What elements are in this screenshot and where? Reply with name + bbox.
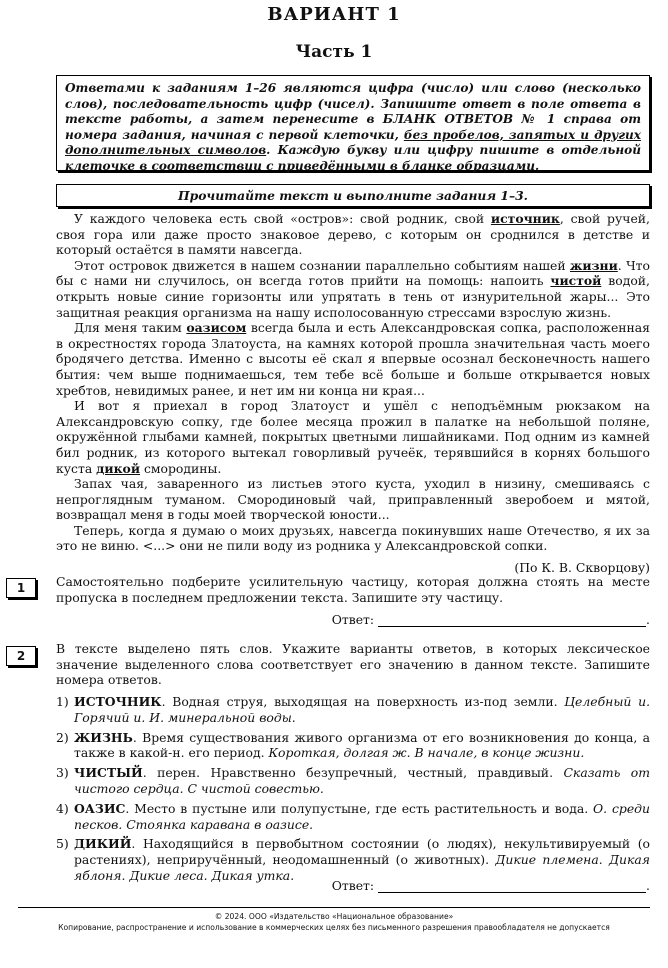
instructions-underlined: без пробелов, запятых и других дополнительных символов xyxy=(65,127,641,157)
footer xyxy=(0,911,668,933)
question-2-number: 2 xyxy=(6,646,36,666)
paragraph: Запах чая, заваренного из листьев этого куста, уходил в низину, смешиваясь с непроглядным туманом. Смородиновый чай, приправленный зверобоем и мятой, возвращал меня в годы моей творческой юности... xyxy=(56,476,650,523)
option-item: 5) ДИКИЙ. Находящийся в первобытном состоянии (о людях), некультивируемый (о растениях), неприручённый, неодомашненный (о животных). Дикие племена. Дикая яблоня. Дикие леса. Дикая утка. xyxy=(56,836,650,883)
read-task-box: Прочитайте текст и выполните задания 1–3. xyxy=(56,184,650,207)
reading-text xyxy=(56,211,650,576)
question-1-text: Самостоятельно подберите усилительную частицу, которая должна стоять на месте пропуска в последнем предложении текста. Запишите эту частицу. xyxy=(56,574,650,605)
option-item: 1) ИСТОЧНИК. Водная струя, выходящая на поверхность из-под земли. Целебный и. Горячий и. И. минеральной воды. xyxy=(56,694,651,725)
paragraph: Для меня таким оазисом всегда была и есть Александровская сопка, расположенная в окрестностях города Златоуста, на камнях которой прошла значительная часть моего бродячего детства. Именно с высоты её скал я впервые осознал бесконечность нашего бытия: чем выше поднимаешься, тем тебе всё больше и больше открывается новых хребтов, невидимых ранее, и нет им ни конца ни края... xyxy=(56,320,651,398)
option-item: 2) ЖИЗНЬ. Время существования живого организма от его возникновения до конца, а также в какой-н. его период. Короткая, долгая ж. В начале, в конце жизни. xyxy=(56,729,650,761)
footer-divider xyxy=(18,907,650,908)
paragraph: Теперь, когда я думаю о моих друзьях, навсегда покинувших наше Отечество, я их за это не виню. <...> они не пили воду из родника у Александровской сопки. xyxy=(56,522,650,554)
text-author: (По К. В. Скворцову) xyxy=(514,560,650,576)
part-title: Часть 1 xyxy=(295,42,373,62)
answer-field-2[interactable] xyxy=(378,880,646,893)
answer-field-1[interactable] xyxy=(378,614,646,627)
highlighted-word: источник xyxy=(490,211,560,226)
copyright: © 2024. ООО «Издательство «Национальное образование» xyxy=(214,912,454,921)
option-item: 4) ОАЗИС. Место в пустыне или полупустыне, где есть растительность и вода. О. среди песков. Стоянка каравана в оазисе. xyxy=(56,800,650,832)
instructions-box xyxy=(56,75,650,171)
instructions-text-1: Ответами к заданиям 1–26 являются цифра (число) или слово (несколько слов), последовательность цифр (чисел). Запишите ответ в поле ответа в тексте работы, а затем перенесите в БЛАНК ОТВЕТОВ № 1 справа от номера задания, начиная с первой клеточки, xyxy=(65,81,641,142)
question-2-text: В тексте выделено пять слов. Укажите варианты ответов, в которых лексическое значение выделенного слова соответствует его значению в данном тексте. Запишите номера ответов. xyxy=(56,641,650,688)
highlighted-word: дикой xyxy=(96,460,141,476)
paragraph: Этот островок движется в нашем сознании параллельно событиям нашей жизни. Что бы с нами ни случилось, он всегда готов прийти на помощь: напоить чистой водой, открыть новые синие горизонты или упрятать в тень от изнурительной жары... Это защитная реакция организма на нашу исполосованную стрессами взрослую жизнь. xyxy=(56,257,650,320)
variant-title: ВАРИАНТ 1 xyxy=(267,4,401,25)
option-item: 3) ЧИСТЫЙ. перен. Нравственно безупречный, честный, правдивый. Сказать от чистого сердца. С чистой совестью. xyxy=(56,765,650,796)
question-1-number: 1 xyxy=(6,578,36,598)
copy-notice: Копирование, распространение и использование в коммерческих целях без письменного разрешения правообладателя не допускается xyxy=(58,923,610,932)
paragraph: У каждого человека есть свой «остров»: свой родник, свой источник, свой ручей, своя гора или даже просто знаковое дерево, с которым он сроднился в детстве и который остаётся в памяти навсегда. xyxy=(56,211,650,258)
answer-options xyxy=(56,694,650,888)
paragraph: И вот я приехал в город Златоуст и ушёл с неподъёмным рюкзаком на Александровскую сопку, где более месяца прожил в палатке на небольшой поляне, окружённой глыбами камней, покрытых цветными лишайниками. Под одним из камней бил родник, из которого вытекал говорливый ручеёк, терявшийся в корнях большого куста дикой смородины. xyxy=(56,398,650,476)
question-2-answer: Ответ: . xyxy=(331,878,650,893)
highlighted-word: чистой xyxy=(550,273,602,289)
answer-label: Ответ: xyxy=(331,878,375,893)
highlighted-word: жизни xyxy=(569,257,618,273)
instructions-text-2: . Каждую букву или цифру пишите в отдельной клеточке в соответствии с приведёнными в бланке образцами. xyxy=(65,143,642,173)
question-1-answer: Ответ: . xyxy=(331,612,650,627)
answer-label: Ответ: xyxy=(331,612,375,627)
highlighted-word: оазисом xyxy=(186,320,247,336)
